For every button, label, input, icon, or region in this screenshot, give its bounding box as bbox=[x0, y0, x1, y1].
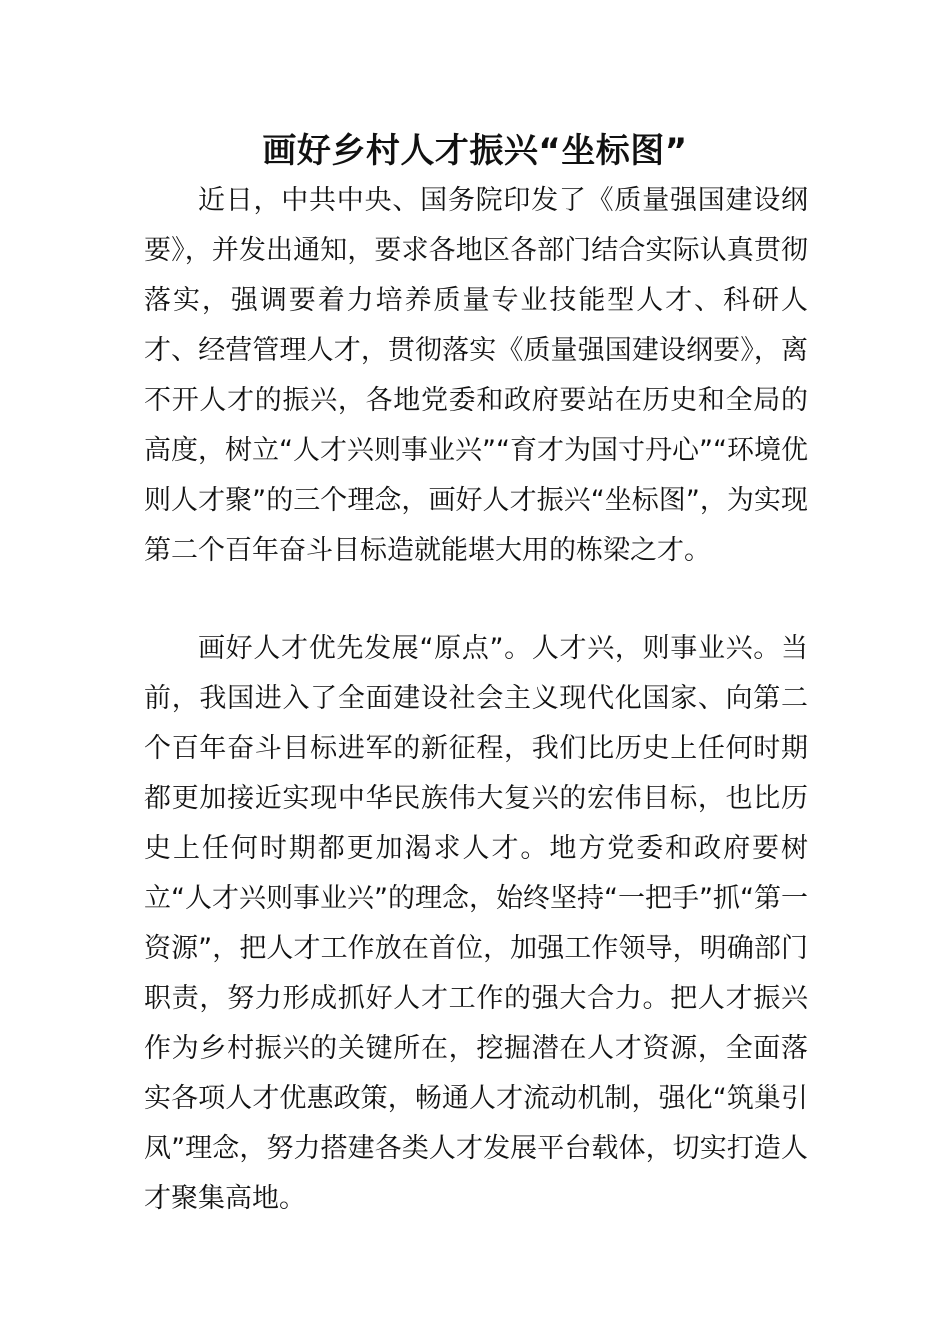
paragraph-intro: 近日，中共中央、国务院印发了《质量强国建设纲要》，并发出通知，要求各地区各部门结合实际认真贯彻落实，强调要着力培养质量专业技能型人才、科研人才、经营管理人才，贯彻落实《质量强国建设纲要》，离不开人才的振兴，各地党委和政府要站在历史和全局的高度，树立“人才兴则事业兴”“育才为国寸丹心”“环境优则人才聚”的三个理念，画好人才振兴“坐标图”，为实现第二个百年奋斗目标造就能堪大用的栋梁之才。 bbox=[144, 185, 808, 566]
paragraph-talent-priority: 画好人才优先发展“原点”。人才兴，则事业兴。当前，我国进入了全面建设社会主义现代化国家、向第二个百年奋斗目标进军的新征程，我们比历史上任何时期都更加接近实现中华民族伟大复兴的宏伟目标，也比历史上任何时期都更加渴求人才。地方党委和政府要树立“人才兴则事业兴”的理念，始终坚持“一把手”抓“第一资源”，把人才工作放在首位，加强工作领导，明确部门职责，努力形成抓好人才工作的强大合力。把人才振兴作为乡村振兴的关键所在，挖掘潜在人才资源，全面落实各项人才优惠政策，畅通人才流动机制，强化“筑巢引凤”理念，努力搭建各类人才发展平台载体，切实打造人才聚集高地。 bbox=[144, 633, 808, 1214]
document-title: 画好乡村人才振兴“坐标图” bbox=[262, 131, 688, 171]
